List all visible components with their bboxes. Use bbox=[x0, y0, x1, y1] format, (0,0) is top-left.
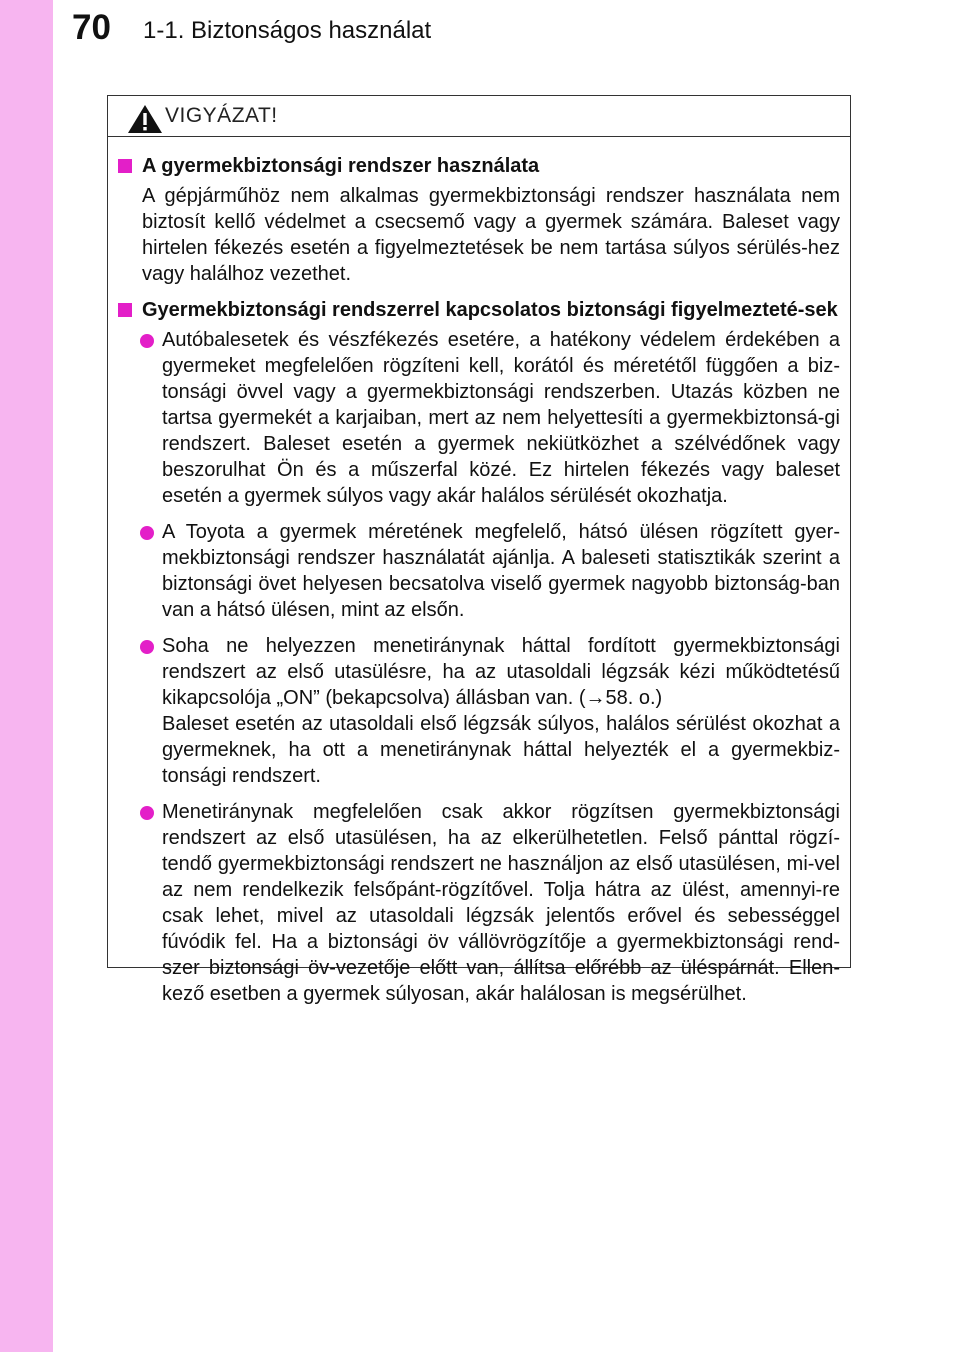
section-heading bbox=[118, 153, 840, 179]
circle-bullet-icon bbox=[140, 334, 154, 348]
caution-content bbox=[108, 137, 850, 1007]
bullet-text-continued: Baleset esetén az utasoldali első légzsák súlyos, halálos sérülést okozhat a gyermeknek, ha ott a menetiránynak háttal helyezték el a gyermekbiz-tonsági rendszert. bbox=[162, 713, 840, 787]
circle-bullet-icon bbox=[140, 640, 154, 654]
bullet-text: Autóbalesetek és vészfékezés esetére, a hatékony védelem érdekében a gyermeket megfelelően rögzíteni kell, korától és méretétől függően a biz-tonsági övvel vagy a gyermekbiztonsági rendszerben. Utazás közben ne tartsa gyermekét a karjaiban, mert az nem helyettesíti a gyermekbiztonsá-gi rendszert. Baleset esetén a gyermek nekiütközhet a szélvédőnek vagy beszorulhat Ön és a műszerfal közé. Ez hirtelen fékezés vagy baleset esetén a gyermek súlyos vagy akár halálos sérülését okozhatja. bbox=[162, 329, 840, 507]
circle-bullet-icon bbox=[140, 806, 154, 820]
section-heading-text: A gyermekbiztonsági rendszer használata bbox=[142, 155, 540, 177]
section-paragraph: A gépjárműhöz nem alkalmas gyermekbiztonsági rendszer használata nem biztosít kellő védelmet a csecsemő vagy a gyermek számára. Baleset vagy hirtelen fékezés esetén a figyelmeztetések be nem tartása súlyos sérülés-hez vagy halálhoz vezethet. bbox=[142, 185, 840, 285]
section-heading-text: Gyermekbiztonsági rendszerrel kapcsolatos biztonsági figyelmezteté-sek bbox=[142, 299, 838, 321]
caution-label: VIGYÁZAT! bbox=[165, 104, 278, 127]
circle-bullet-icon bbox=[140, 526, 154, 540]
section-title: 1-1. Biztonságos használat bbox=[143, 17, 432, 44]
chapter-side-tab bbox=[0, 0, 53, 1352]
bullet-text: A Toyota a gyermek méretének megfelelő, hátsó ülésen rögzített gyer-mekbiztonsági rendszer használatát ajánlja. A baleseti statisztikák szerint a biztonsági övet helyesen becsatolva viselő gyermek nagyobb biztonság-ban van a hátsó ülésen, mint az elsőn. bbox=[162, 521, 840, 621]
caution-header bbox=[108, 96, 850, 137]
bullet-item bbox=[118, 327, 840, 509]
square-bullet-icon bbox=[118, 303, 132, 317]
bullet-text: Menetiránynak megfelelően csak akkor rögzítsen gyermekbiztonsági rendszert az első utasülésen, ha az elkerülhetetlen. Felső pánttal rögzí-tendő gyermekbiztonsági rendszert ne használjon az első utasülésen, mi-vel az nem rendelkezik felsőpánt-rögzítővel. Tolja hátra az ülést, amennyi-re csak lehet, mivel az utasoldali légzsák jelentős erővel és sebességgel fúvódik fel. Ha a biztonsági öv vállövrögzítője a gyermekbiztonsági rend-szer biztonsági öv-vezetője előtt van, állítsa előrébb az üléspárnát. Ellen-kező esetben a gyermek súlyosan, akár halálosan is megsérülhet. bbox=[162, 801, 840, 1005]
bullet-item bbox=[118, 519, 840, 623]
section-heading bbox=[118, 297, 840, 323]
warning-triangle-icon bbox=[127, 104, 163, 134]
bullet-item bbox=[118, 799, 840, 1007]
page-number: 70 bbox=[72, 8, 111, 47]
square-bullet-icon bbox=[118, 159, 132, 173]
bullet-text: Soha ne helyezzen menetiránynak háttal fordított gyermekbiztonsági rendszert az első utasülésre, ha az utasoldali légzsák kézi működtetésű kikapcsolója „ON” (bekapcsolva) állásban van. (→58. o.) bbox=[162, 635, 840, 709]
caution-box bbox=[107, 95, 851, 1005]
bullet-item bbox=[118, 633, 840, 789]
